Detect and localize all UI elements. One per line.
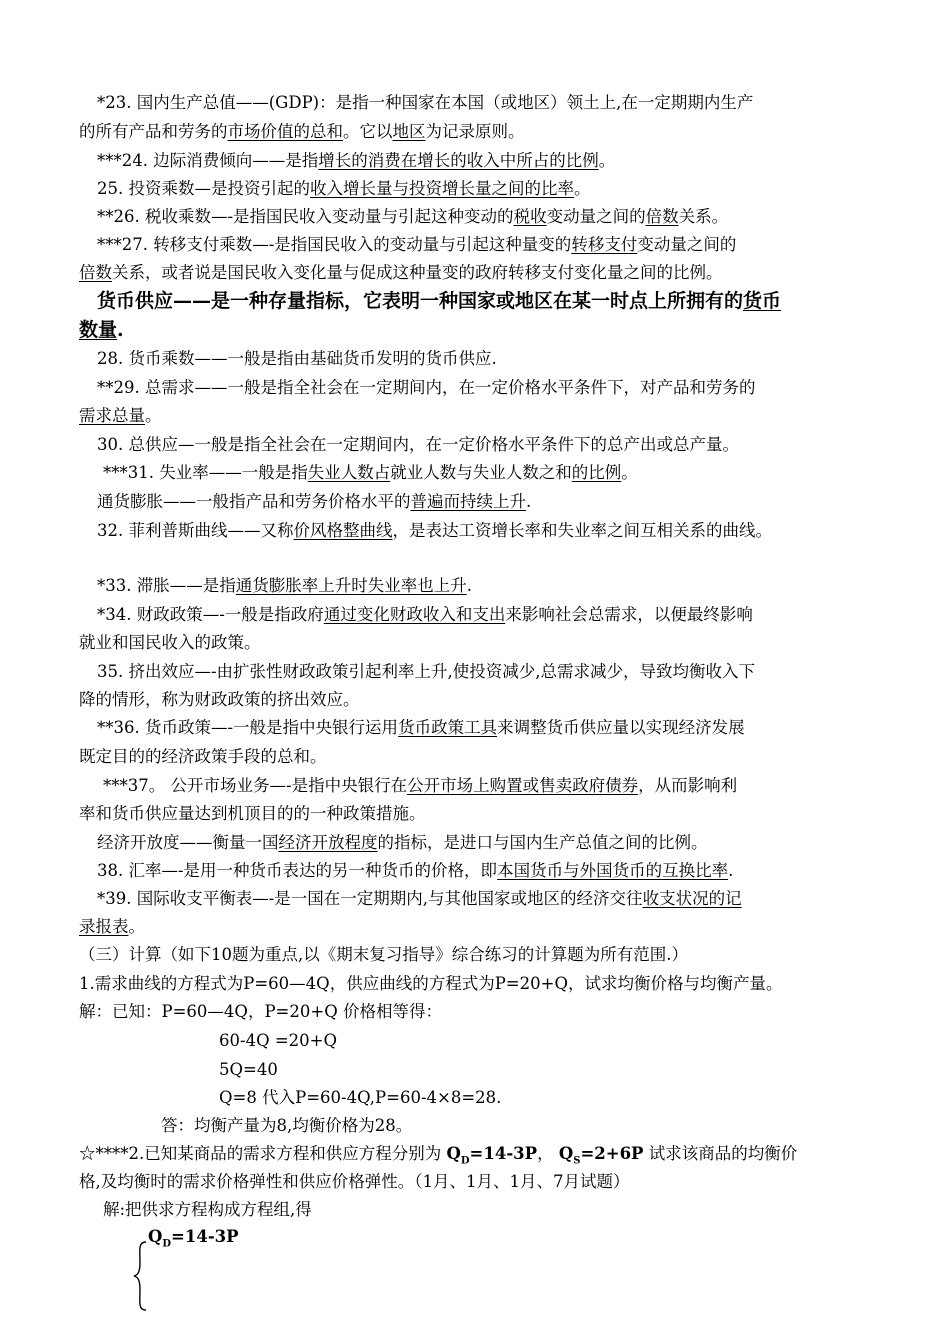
text: *23. 国内生产总值——(GDP)：是指一种国家在本国（或地区）领土上,在一定期期内生产 [97,93,754,112]
underlined-term: 需求总量 [79,406,145,425]
text: ，从而影响利 [638,776,738,795]
text: *33. 滞胀——是指 [97,576,236,595]
question-2-line1 [79,1143,797,1172]
underlined-term: 的比例 [571,463,622,482]
definition-crowding-out-line2 [79,689,360,711]
text: 既定目的的经济政策手段的总和。 [79,747,327,766]
definition-openness [97,832,708,854]
text: 关系，或者说是国民收入变化量与促成这种量变的政府转移支付变化量之间的比例。 [112,263,723,282]
definition-open-market-line2 [79,803,426,825]
text: 的所有产品和劳务的 [79,122,228,141]
underlined-term: 倍数 [645,207,679,226]
text: 试求该商品的均衡价 [643,1144,798,1163]
text: 1.需求曲线的方程式为P=60—4Q，供应曲线的方程式为P=20+Q，试求均衡价格与均衡产量。 [79,974,783,993]
text: 。 [598,151,616,170]
text: ，是表达工资增长率和失业率之间互相关系的曲线。 [392,521,772,540]
definition-phillips-curve [97,520,772,542]
text: 就业和国民收入的政策。 [79,633,261,652]
definition-bop-line2 [79,916,145,938]
text: *34. 财政政策—-一般是指政府 [97,605,324,624]
definition-fiscal-policy-line2 [79,632,261,654]
underlined-term: 转移支付 [571,235,638,254]
text: *39. 国际收支平衡表—-是一国在一定期期内,与其他国家或地区的经济交往 [97,889,643,908]
definition-mpc [97,150,615,172]
definition-money-multiplier [97,348,497,370]
underlined-term: 通货膨胀率上升时失业率也上升 [235,576,467,595]
text: 变动量之间的 [637,235,737,254]
text: 为记录原则。 [425,122,525,141]
definition-monetary-policy-line2 [79,746,327,768]
underlined-term: 普遍而持续上升 [410,492,526,511]
underlined-term: 货币政策工具 [398,718,498,737]
definition-gdp-line2 [79,121,525,143]
supply-equation: $Q_S=2+6P$ [558,1144,644,1167]
underlined-term: 价风格整曲线 [293,521,393,540]
text: 答：均衡产量为8,均衡价格为28。 [161,1116,413,1135]
text: （三）计算（如下10题为重点,以《期末复习指导》综合练习的计算题为所有范围.） [79,945,688,964]
solution-1-step3 [219,1087,501,1109]
text: 。 [145,406,162,425]
text: 60-4Q =20+Q [219,1031,338,1050]
question-2-line2 [79,1171,630,1193]
text: 关系。 [678,207,729,226]
definition-transfer-multiplier-line2 [79,262,723,284]
definition-exchange-rate [97,860,733,882]
demand-equation: $Q_D=14-3P$ [446,1144,538,1167]
text: 。 [621,463,638,482]
definition-fiscal-policy-line1 [97,604,753,626]
text: 就业人数与失业人数之和 [390,463,572,482]
underlined-term: 货币 [743,290,782,312]
underlined-term: 增长的消费在增长的收入中所占的比例 [318,151,599,170]
text: . [117,319,124,341]
definition-stagflation [97,575,472,597]
question-1 [79,973,782,995]
definition-open-market-line1 [103,775,737,797]
definition-inflation [97,491,531,513]
text: ***37。 公开市场业务—-是指中央银行在 [103,776,408,795]
text: . [526,492,532,511]
text: 32. 菲利普斯曲线——又称 [97,521,294,540]
definition-unemployment-rate [103,462,638,484]
text: ☆****2.已知某商品的需求方程和供应方程分别为 [79,1144,447,1163]
text: 30. 总供应—一般是指全社会在一定期间内，在一定价格水平条件下的总产出或总产量。 [97,435,739,454]
solution-1-step2 [219,1059,278,1081]
underlined-term: 税收 [513,207,547,226]
text: ***27. 转移支付乘数—-是指国民收入的变动量与引起这种量变的 [97,235,572,254]
section-heading-calculation [79,944,688,966]
definition-aggregate-demand-line2 [79,405,162,427]
definition-money-supply-line2 [79,317,124,343]
text: 率和货币供应量达到机顶目的的一种政策措施。 [79,804,426,823]
underlined-term: 地区 [392,122,426,141]
text: 35. 挤出效应—-由扩张性财政政策引起利率上升,使投资减少,总需求减少，导致均衡收入下 [97,662,756,681]
underlined-term: 经济开放程度 [278,833,378,852]
text: 25. 投资乘数—是投资引起的 [97,179,310,198]
text: 。它以 [343,122,393,141]
text: 5Q=40 [219,1060,278,1079]
underlined-term: 收入增长量与投资增长量之间的比率 [310,179,574,198]
underlined-term: 倍数 [79,263,112,282]
text: 格,及均衡时的需求价格弹性和供应价格弹性。（1月、1月、1月、7月试题） [79,1172,630,1191]
text: ***24. 边际消费倾向——是指 [97,151,319,170]
definition-aggregate-supply [97,434,739,456]
text: 通货膨胀——一般指产品和劳务价格水平的 [97,492,411,511]
text: 解：已知：P=60—4Q，P=20+Q 价格相等得： [79,1002,442,1021]
definition-gdp-line1 [97,92,753,114]
text: 28. 货币乘数——一般是指由基础货币发明的货币供应. [97,349,497,368]
solution-2-intro [103,1199,312,1221]
text: 变动量之间的 [546,207,646,226]
text: **29. 总需求——一般是指全社会在一定期间内，在一定价格水平条件下，对产品和劳务的 [97,378,756,397]
text: ***31. 失业率——一般是指 [103,463,308,482]
text: Q=8 代入P=60-4Q,P=60-4×8=28. [219,1088,502,1107]
text: 38. 汇率—-是用一种货币表达的另一种货币的价格，即 [97,861,498,880]
definition-transfer-multiplier-line1 [97,234,736,256]
underlined-term: 公开市场上购置或售卖政府债券 [407,776,639,795]
definition-aggregate-demand-line1 [97,377,756,399]
text: ， [537,1144,559,1163]
underlined-term: 通过变化财政收入和支出 [323,605,506,624]
definition-crowding-out-line1 [97,661,755,683]
underlined-term: 本国货币与外国货币的互换比率 [497,861,729,880]
underlined-term: 数量 [79,319,118,341]
text: 。 [128,917,145,936]
text: 解:把供求方程构成方程组,得 [103,1200,312,1219]
definition-tax-multiplier [97,206,728,228]
underlined-term: 收支状况的记 [642,889,742,908]
text: 的指标，是进口与国内生产总值之间的比例。 [377,833,708,852]
text: . [728,861,734,880]
definition-investment-multiplier [97,178,591,200]
left-brace-icon [132,1240,148,1312]
definition-monetary-policy-line1 [97,717,745,739]
text: . [466,576,472,595]
system-equation-demand: $Q_D=14-3P$ [148,1227,239,1250]
text: 经济开放度——衡量一国 [97,833,279,852]
definition-bop-line1 [97,888,742,910]
solution-1-intro [79,1001,442,1023]
text: 货币供应——是一种存量指标，它表明一种国家或地区在某一时点上所拥有的 [97,290,744,312]
definition-money-supply-line1 [97,288,781,314]
text: **26. 税收乘数—-是指国民收入变动量与引起这种变动的 [97,207,514,226]
underlined-term: 失业人数占 [307,463,391,482]
underlined-term: 录报表 [79,917,129,936]
text: **36. 货币政策—-一般是指中央银行运用 [97,718,399,737]
text: 。 [574,179,591,198]
text: 来影响社会总需求，以便最终影响 [505,605,753,624]
underlined-term: 市场价值的总和 [227,122,343,141]
solution-1-step1 [219,1030,337,1052]
text: 降的情形，称为财政政策的挤出效应。 [79,690,360,709]
answer-1 [161,1115,412,1137]
text: 来调整货币供应量以实现经济发展 [497,718,745,737]
